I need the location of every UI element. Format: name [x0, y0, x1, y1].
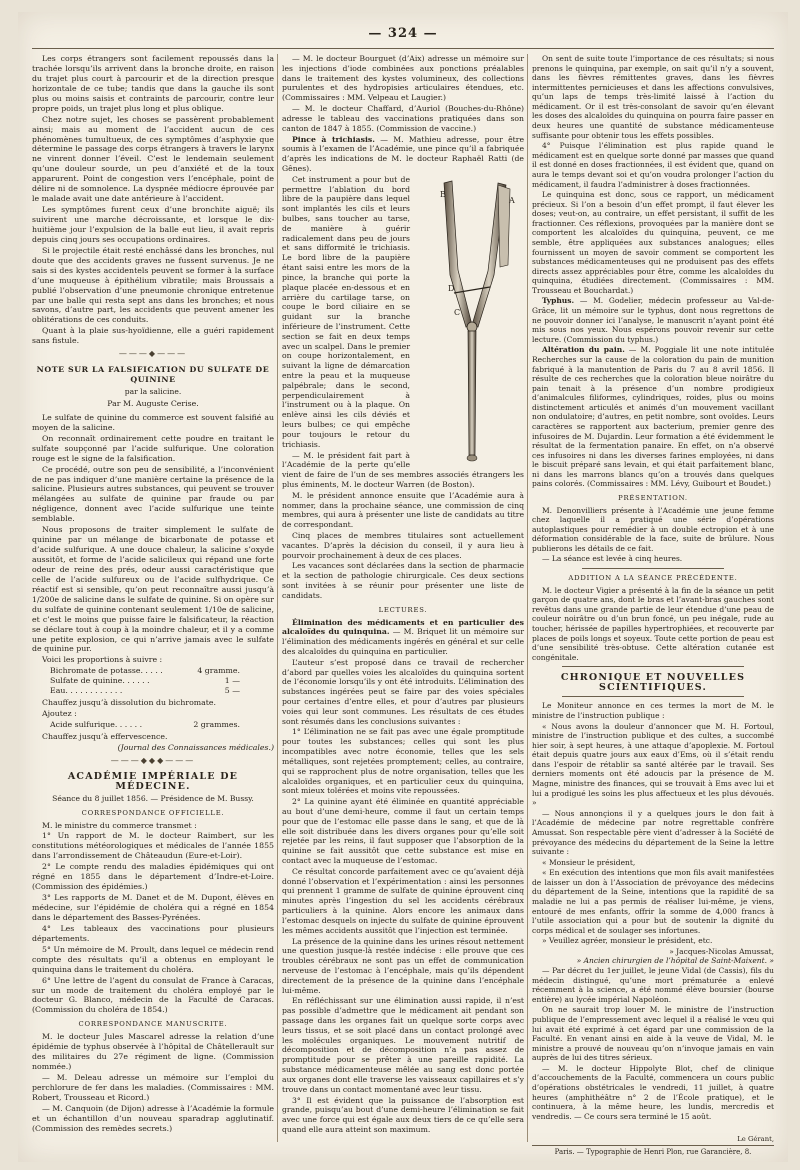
column-3 — [532, 54, 774, 1122]
letter-signature: » Jacques-Nicolas Amussat, — [669, 946, 774, 956]
paragraph: En réfléchissant sur une élimination aussi rapide, il n’est pas possible d’admettre que le médicament ait pendant son passage dans les organes fait un quelque sorte corps avec leurs tissus, et se soit placé dans un contact prolongé avec les molécules organiques. Le mouvement nutritif de décomposition et de décomposition n’a pas assez de promptitude pour se prêter à une pareille rapidité. La substance médicamenteuse mêlée au sang est donc portée aux organes dont elle traverse les vaisseaux capillaires et s’y trouve dans un contact momentané avec leur tissu. — [282, 996, 524, 1094]
paragraph: — Nous annonçions il y a quelques jours le don fait à l’Académie de médecine par notre regrettable confrère Amussat. Son respectable père vient d’adresser à la Société de prévoyance des médecins du département de la Seine la lettre suivante : — [532, 808, 774, 857]
paragraph: Chauffez jusqu’à dissolution du bichromate. — [42, 698, 217, 708]
printer-imprint: Paris. — Typographie de Henri Plon, rue Garancière, 8. — [554, 1148, 752, 1156]
page-number: — 324 — — [368, 26, 438, 41]
paragraph: 1° L’élimination ne se fait pas avec une égale promptitude pour toutes les substances; celles qui sont les plus incompatibles avec notre économie, telles que les sels métalliques, sont rejetées promptement; celles, au contraire, qui se rapprochent plus de notre organisation, telles que les alcaloïdes organiques, et en particulier ceux du quinquina, sont mieux tolérées et moins vite repoussées. — [282, 727, 524, 796]
column-2 — [282, 54, 524, 1136]
seance-line: Séance du 8 juillet 1856. — Présidence de M. Bussy. — [52, 793, 254, 803]
paragraph: Les corps étrangers sont facilement repoussés dans la trachée lorsqu’ils arrivent dans la bronche droite, en raison du trajet plus court à parcourir et de la direction presque horizontale de ce tube; tandis que dans la gauche ils sont plus ou moins saisis et contraints de parcourir, contre leur propre poids, un trajet plus long et plus oblique. — [32, 54, 274, 113]
paragraph: Chez notre sujet, les choses se passèrent probablement ainsi; mais au moment de l’accident aucun de ces phénomènes tumultueux, de ces symptômes d’asphyxie que détermine le passage des corps étrangers à travers le larynx ne vinrent donner l’éveil. C’est le lendemain seulement qu’une douleur sourde, un peu d’anxiété et de la toux apparurent. Point de congestion vers l’encéphale, point de délire ni de somnolence. La dyspnée médiocre éprouvée par le malade avait une date antérieure à l’accident. — [32, 114, 274, 204]
paragraph: 4° Puisque l’élimination est plus rapide quand le médicament est en quelque sorte donné par masses que quand il est donné en doses fractionnées, il est évident que, quand on aura le temps devant soi et qu’on voudra prolonger l’action du médicament, il faudra l’administrer à doses fractionnées. — [532, 141, 774, 189]
forceps-jaw-left — [444, 181, 472, 327]
paragraph: Si le projectile était resté enchâssé dans les bronches, nul doute que des accidents graves ne fussent survenus. Je ne sais si des kystes accidentels peuvent se former à la surface d’une muqueuse à épithélium vibratile; mais Broussais a publié l’observation d’une pneumonie chronique entretenue par une balle qui resta sept ans dans les bronches; et nous savons, d’autre part, les accidents que peuvent amener les oblitérations de ces conduits. — [32, 245, 274, 325]
paragraph: Le sulfate de quinine du commerce est souvent falsifié au moyen de la salicine. — [32, 412, 274, 432]
paragraph: Les symptômes furent ceux d’une bronchite aiguë; ils suivirent une marche décroissante, et lorsque le dix-huitième jour l’expulsion de la balle eut lieu, il avait repris depuis cinq jours ses occupations ordinaires. — [32, 205, 274, 244]
paragraph: — M. Deleau adresse un mémoire sur l’emploi du perchlorure de fer dans les maladies. (Commissaires : MM. Robert, Trousseau et Ricord.) — [32, 1073, 274, 1102]
paragraph: M. Denonvilliers présente à l’Académie une jeune femme chez laquelle il a pratiqué une série d’opérations autoplastiques pour remédier à un double ectropion et à une déformation considérable de la face, suite de brûlure. Nous publierons les détails de ce fait. — [532, 505, 774, 553]
paragraph: — La séance est levée à cinq heures. — [542, 554, 683, 564]
figure-label-b: B — [440, 189, 446, 199]
paragraph: 3° Les rapports de M. Danet et de M. Dupont, élèves en médecine, sur l’épidémie de choléra qui a régné en 1854 dans le département des Basses-Pyrénées. — [32, 893, 274, 922]
run-in-title: Typhus. — [542, 296, 575, 306]
source-citation: (Journal des Connaissances médicales.) — [117, 742, 274, 752]
ornament-divider: ———◆——— — [118, 349, 188, 359]
paragraph: — M. Canquoin (de Dijon) adresse à l’Académie la formule et un échantillon d’un nouveau sparadrap agglutinatif. (Commission des remèdes secrets.) — [32, 1103, 274, 1133]
paragraph: M. le docteur Vigier a présenté à la fin de la séance un petit garçon de quatre ans, dont le bras et l’avant-bras gauches sont revêtus dans une grande partie de leur étendue d’une peau de couleur noirâtre ou d’un brun foncé, un peu inégale, rude au toucher, hérissée de papilles hypertrophiées, et recouverte par places de poils longs et soyeux. Toute cette portion de peau est d’une sensibilité très-obtuse. Cette altération cutanée est congénitale. — [532, 585, 774, 662]
forceps-handle — [468, 331, 476, 455]
paragraph: Le Moniteur annonce en ces termes la mort de M. le ministre de l’instruction publique : — [532, 701, 774, 720]
paragraph: Le quinquina est donc, sous ce rapport, un médicament précieux. Si l’on a besoin d’un effet prompt, il faut élever les doses; veut-on, au contraire, un effet persistant, il suffit de les fractionner. Ces réflexions, provoquées par la manière dont se comportent les alcaloïdes du quinquina, peuvent, ce me semble, être appliquées aux substances analogues; elles fournissent un moyen de savoir comment se comportent les substances médicamenteuses qui ne produisent pas des effets directs assez appréciables pour être, comme les alcaloïdes du quinquina, étudiées directement. (Commissaires : MM. Trousseau et Bouchardat.) — [532, 190, 774, 295]
paragraph: « Nous avons la douleur d’annoncer que M. H. Fortoul, ministre de l’instruction publique et des cultes, a succombé hier soir, à sept heures, à une attaque d’apoplexie. M. Fortoul était depuis quatre jours aux eaux d’Ems, où il s’était rendu dans l’espoir de rétablir sa santé altérée par le travail. Ses derniers moments ont été adoucis par la présence de M. Magne, ministre des finances, qui se trouvait à Ems avec lui et lui a prodigué les soins les plus affectueux et les plus dévoués. » — [532, 721, 774, 808]
paragraph: 3° Il est évident que la puissance de l’absorption est grande, puisqu’au bout d’une demi-heure l’élimination se fait avec une force qui est égale aux deux tiers de ce qu’elle sera quand elle aura atteint son maximum. — [282, 1095, 524, 1134]
subsection-heading: LECTURES. — [378, 605, 428, 614]
gerant-signature: Le Gérant, — [737, 1135, 774, 1143]
run-in-title: Pince à trichiasis. — [292, 134, 375, 144]
paragraph: — M. le docteur Bourguet (d’Aix) adresse un mémoire sur les injections d’iode combinées aux ponctions préalables dans le traitement des kystes volumineux, des collections purulentes et des hydropisies articulaires étendues, etc. (Commissaires : MM. Velpeau et Laugier.) — [282, 54, 524, 103]
divider-rule — [562, 666, 744, 667]
paragraph: Ce procédé, outre son peu de sensibilité, a l’inconvénient de ne pas indiquer d’une manière certaine la présence de la salicine. Plusieurs autres substances, qui peuvent se trouver mélangées au sulfate de quinine par fraude ou par négligence, donnent avec l’acide sulfurique une teinte semblable. — [32, 464, 274, 524]
paragraph: 2° La quinine ayant été éliminée en quantité appréciable au bout d’une demi-heure, comme il faut un certain temps pour que de l’estomac elle passe dans le sang, et que de là elle soit distribuée dans les divers organes pour qu’elle soit rejetée par les reins, il faut supposer que l’absorption de la quinine se fait aussitôt que cette substance est mise en contact avec la muqueuse de l’estomac. — [282, 797, 524, 865]
letter-signature-title: » Ancien chirurgien de l’hôpital de Saint-Maixent. » — [576, 956, 774, 966]
paragraph: Nous proposons de traiter simplement le sulfate de quinine par un mélange de bicarbonate de potasse et d’acide sulfurique. A une douce chaleur, la salicine s’oxyde aussitôt, et forme de l’acide salicileux qui répand une forte odeur de reine des prés, odeur aussi caractéristique que celle de l’acide sulfureux ou de l’acide sulfhydrique. Ce réactif est si sensible, qu’on peut reconnaître aussi jusqu’à 1/200e de salicine dans le sulfate de quinine. Si on opère sur du sulfate de quinine contenant seulement 1/10e de salicine, et c’est le moins que puisse faire le falsificateur, la réaction se déclare tout à coup à la moindre chaleur, et il y a comme une petite explosion, ce qui n’arrive jamais avec le sulfate de quinine pur. — [32, 525, 274, 654]
paragraph: Cet instrument a pour but de permettre l’ablation du bord libre de la paupière dans lequel sont implantés les cils et leurs bulbes, sans toucher au tarse, de manière à guérir radicalement dans peu de jours et sans difformité le trichiasis. Le bord libre de la paupière étant saisi entre les mors de la pince, la branche qui porte la plaque placée en-dessous et en arrière du cartilage tarse, on coupe le bord ciliaire en se guidant sur la branche inférieure de l’instrument. Cette section se fait en deux temps avec un scalpel. Dans le premier on coupe horizontalement, en suivant la ligne de démarcation entre la peau et la muqueuse palpébrale; dans le second, perpendiculairement à l’instrument ou à la plaque. On enlève ainsi les cils déviés et leurs bulbes; ce qui empêche pour toujours le retour du trichiasis. — [282, 174, 410, 449]
subsection-heading: CORRESPONDANCE OFFICIELLE. — [81, 808, 225, 817]
recipe-list — [50, 666, 274, 696]
paragraph: 1° Un rapport de M. le docteur Raimbert, sur les constitutions météorologiques et médicales de l’année 1855 dans l’arrondissement de Châteaudun (Eure-et-Loir). — [32, 831, 274, 861]
paragraph: — M. le docteur Chaffard, d’Auriol (Bouches-du-Rhône) adresse le tableau des vaccinations pratiquées dans son canton de 1847 à 1855. (Commission de vaccine.) — [282, 104, 524, 133]
footer-rule — [532, 1145, 774, 1146]
paragraph: 6° Une lettre de l’agent du consulat de France à Caracas, sur un mode de traitement du choléra employé par le docteur G. Blanco, médecin de la Faculté de Caracas. (Commission du choléra de 1854.) — [32, 975, 274, 1015]
column-separator — [527, 54, 528, 1142]
paragraph: Quant à la plaie sus-hyoïdienne, elle a guéri rapidement sans fistule. — [32, 326, 274, 346]
run-in-title: Élimination des médicaments et en particulier des alcaloïdes du quinquina. — [282, 617, 524, 637]
paragraph: M. le président annonce ensuite que l’Académie aura à nommer, dans la prochaine séance, une commission de cinq membres, qui aura à présenter une liste de candidats au titre de correspondant. — [282, 490, 524, 530]
recipe-list — [50, 720, 274, 730]
paragraph: — M. le président fait part à l’Académie de la perte qu’elle vient de faire de l’un de ses membres associés étrangers les plus éminents, M. le docteur Warren (de Boston). — [282, 450, 524, 489]
paragraph: 4° Les tableaux des vaccinations pour plusieurs départements. — [32, 923, 274, 943]
author-byline: Par M. Auguste Cerise. — [107, 398, 199, 408]
figure-label-c: C — [454, 307, 461, 317]
paragraph: Chauffez jusqu’à effervescence. — [42, 731, 168, 741]
forceps-handle-end — [467, 455, 477, 461]
paragraph: Ajoutez : — [42, 709, 77, 719]
recipe-line: Sulfate de quinine. . . . . . 1 — — [50, 676, 240, 686]
paragraph: M. le docteur Jules Mascarel adresse la relation d’une épidémie de typhus observée à l’hôpital de Châtellerault sur des militaires du 27e régiment de ligne. (Commission nommée.) — [32, 1032, 274, 1072]
column-separator — [277, 54, 278, 1142]
paragraph: — Par décret du 1er juillet, le jeune Vidal (de Cassis), fils du médecin distingué, qu’une mort prématurée a enlevé récemment à la science, a été nommé élève boursier (bourse entière) au lycée impérial Napoléon. — [532, 966, 774, 1004]
article-subheading: par la salicine. — [124, 387, 182, 396]
recipe-line: Acide sulfurique. . . . . . 2 grammes. — [50, 720, 240, 729]
paragraph: On reconnaît ordinairement cette poudre en traitant le sulfate soupçonné par l’acide sulfurique. Une coloration rouge est le signe de la falsification. — [32, 433, 274, 463]
paragraph: 5° Un mémoire de M. Proult, dans lequel ce médecin rend compte des résultats qu’il a obtenus en employant le quinquina dans le traitement du choléra. — [32, 944, 274, 974]
trichiasis-forceps-figure — [414, 175, 524, 465]
subsection-heading: ADDITION A LA SÉANCE PRÉCÉDENTE. — [568, 574, 738, 583]
paragraph: La présence de la quinine dans les urines résout nettement une question jusque-là restée indécise : elle prouve que ces troubles cérébraux ne sont pas un effet de communication nerveuse de l’estomac à l’encéphale, mais qu’ils dépendent directement de la présence de la quinine dans l’encéphale lui-même. — [282, 936, 524, 995]
section-heading-academie: ACADÉMIE IMPÉRIALE DE MÉDECINE. — [67, 770, 239, 792]
section-heading-chronique: CHRONIQUE ET NOUVELLES SCIENTIFIQUES. — [560, 672, 746, 693]
figure-label-d: D — [448, 283, 455, 293]
forceps-engraving — [414, 175, 524, 465]
recipe-line: Bichromate de potasse. . . . . 4 gramme. — [50, 666, 240, 676]
paragraph: On ne saurait trop louer M. le ministre de l’instruction publique de l’empressement avec lequel il a réalisé le vœu qui lui avait été exprimé à cet égard par une commission de la Faculté. En venant ainsi en aide à la veuve de Vidal, M. le ministre a prouvé de nouveau qu’on n’invoque jamais en vain auprès de lui des titres sérieux. — [532, 1005, 774, 1063]
article-heading-falsification: NOTE SUR LA FALSIFICATION DU SULFATE DE QUININE — [36, 365, 270, 385]
paragraph: — M. le docteur Hippolyte Blot, chef de clinique d’accouchements de la Faculté, commencera un cours public d’opérations obstétricales le vendredi, 11 juillet, à quatre heures (amphithéâtre n° 2 de l’École pratique), et le continuera, à la même heure, les lundis, mercredis et vendredis. — Ce cours sera terminé le 15 août. — [532, 1063, 774, 1121]
paragraph: L’auteur s’est proposé dans ce travail de rechercher d’abord par quelles voies les alcaloïdes du quinquina sortent de l’économie lorsqu’ils y ont été introduits. L’élimination des substances ingérées peut se faire par des voies spéciales pour certaines d’entre elles, et pour d’autres par plusieurs voies qui leur sont communes. Les résultats de ces études sont résumés dans les conclusions suivantes : — [282, 657, 524, 726]
subsection-heading: PRÉSENTATION. — [618, 494, 688, 503]
paragraph: « En exécution des intentions que mon fils avait manifestées de laisser un don à l’Association de prévoyance des médecins du département de la Seine, intentions que la rapidité de sa maladie ne lui a pas permis de réaliser lui-même, je viens, entouré de mes enfants, offrir la somme de 4,000 francs à l’utile association qui a pour but de soutenir la dignité du corps médical et de soulager ses infortunes. — [532, 868, 774, 935]
column-1 — [32, 54, 274, 1135]
forceps-hinge — [467, 322, 477, 332]
paragraph: Voici les proportions à suivre : — [42, 655, 163, 665]
paragraph: » Veuillez agréer, monsieur le président, etc. — [542, 936, 713, 946]
paragraph: Cinq places de membres titulaires sont actuellement vacantes. D’après la décision du conseil, il y aura lieu à pourvoir prochainement à deux de ces places. — [282, 531, 524, 560]
top-rule — [32, 48, 774, 49]
divider-rule — [562, 696, 744, 697]
paragraph: 2° Le compte rendu des maladies épidémiques qui ont régné en 1855 dans le département d’Indre-et-Loire. (Commission des épidémies.) — [32, 862, 274, 892]
paragraph: Les vacances sont déclarées dans la section de pharmacie et la section de pathologie chirurgicale. Ces deux sections sont invitées à se réunir pour présenter une liste de candidats. — [282, 561, 524, 600]
run-in-title: Altération du pain. — [542, 345, 625, 355]
paragraph: Typhus. — M. Godelier, médecin professeur au Val-de-Grâce, lit un mémoire sur le typhus, dont nous regrettons de ne pouvoir donner ici l’analyse, le manuscrit n’ayant point été mis sous nos yeux. Nous espérons pouvoir revenir sur cette lecture. (Commission du typhus.) — [532, 296, 774, 344]
paragraph: « Monsieur le président, — [542, 857, 636, 867]
paragraph: On sent de suite toute l’importance de ces résultats; si nous prenons le quinquina, par exemple, on sait qu’il n’y a souvent, dans les fièvres rémittentes graves, dans les fièvres intermittentes pernicieuses et dans les affections convulsives, qu’un laps de temps très-limité laissé à l’action du médicament. Or il est très-consolant de savoir qu’en élevant les doses des alcaloïdes du quinquina on pourra faire passer en deux heures une quantité de substance médicamenteuse suffisante pour obtenir tous les effets possibles. — [532, 54, 774, 140]
ornament-divider: ———◆◆◆——— — [110, 755, 196, 765]
page-footer — [532, 1135, 774, 1156]
divider-rule — [582, 568, 724, 569]
subsection-heading: CORRESPONDANCE MANUSCRITE. — [78, 1020, 228, 1029]
newspaper-page — [18, 12, 788, 1162]
paragraph: Altération du pain. — M. Poggiale lit une note intitulée Recherches sur la cause de la coloration du pain de munition fabriqué à la manutention de Paris du 7 au 8 avril 1856. Il résulte de ces recherches que la coloration bleue noirâtre du pain tenait à la présence d’un nombre prodigieux d’animalcules filiformes, cylindriques, roides, plus ou moins distinctement articulés et animés d’un mouvement vacillant non ondulatoire; d’autres, en petit nombre, sont ovoïdes. Leurs caractères se rapportent aux bacterium, premier genre des infusoires de M. Dujardin. Leur formation a été évidemment le résultat de la fermentation panaire. En effet, on n’a observé ces infusoires ni dans les diverses farines employées, ni dans le biscuit préparé sans levain, et qui était parfaitement blanc, ni dans les marrons blancs qu’on a trouvés dans quelques pains colorés. (Commissaires : MM. Lévy, Guibourt et Boudet.) — [532, 345, 775, 489]
paragraph: Ce résultat concorde parfaitement avec ce qu’avaient déjà donné l’observation et l’expérimentation : ainsi les personnes qui prennent 1 gramme de sulfate de quinine éprouvent cinq minutes après l’ingestion du sel les accidents cérébraux particuliers à la quinine. Alors encore les animaux dans l’estomac desquels on injecte du sulfate de quinine éprouvent les mêmes accidents aussitôt que l’injection est terminée. — [282, 866, 524, 935]
paragraph: M. le ministre du commerce transmet : — [42, 820, 197, 830]
paragraph: Pince à trichiasis. — M. Mathieu adresse, pour être soumis à l’examen de l’Académie, une pince qu’il a fabriquée d’après les indications de M. le docteur Raphaël Ratti (de Gênes). — [282, 134, 524, 173]
recipe-line: Eau. . . . . . . . . . . . 5 — — [50, 686, 240, 696]
paragraph: Élimination des médicaments et en particulier des alcaloïdes du quinquina. — M. Briquet lit un mémoire sur l’élimination des médicaments ingérés en général et sur celle des alcaloïdes du quinquina en particulier. — [282, 617, 524, 656]
figure-label-a: A — [509, 195, 515, 205]
